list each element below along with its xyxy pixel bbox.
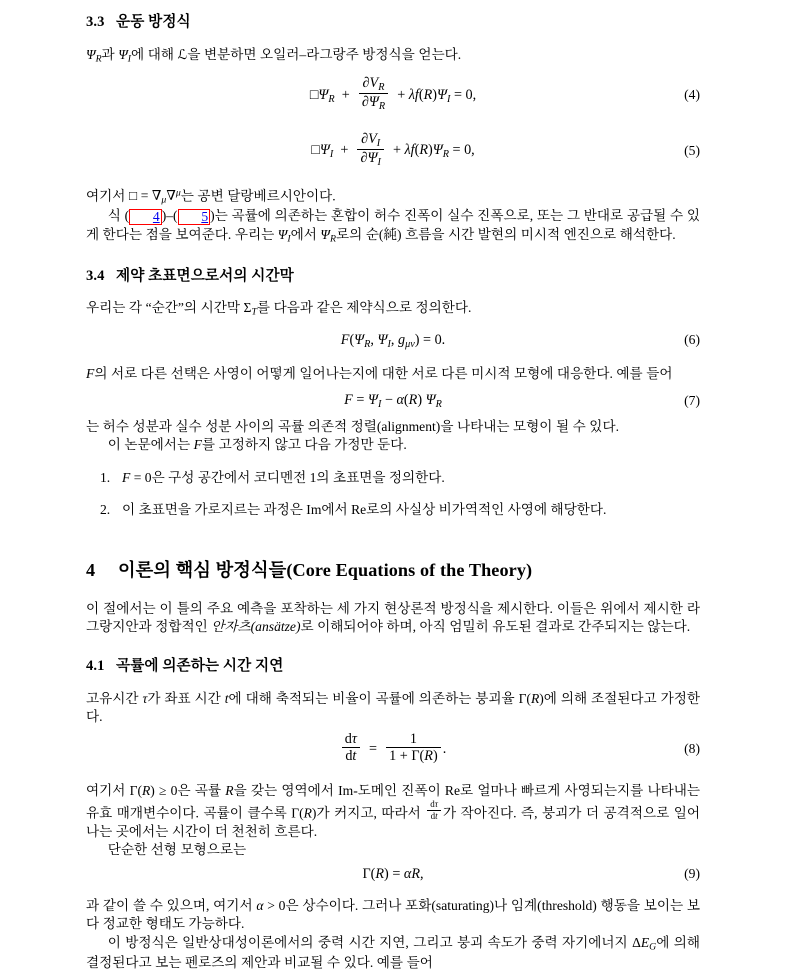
math-t: t <box>224 690 229 706</box>
math-psi-i-inline: $\Psi_I$ <box>277 226 291 245</box>
paragraph-gamma-interpretation <box>86 782 700 842</box>
math-F-inline: F <box>86 366 95 382</box>
math-delta-E-G: $\Delta E_G$ <box>632 934 657 953</box>
gamma-text-5: 가 작아진다. 즉, 붕괴가 더 공격적으로 일어나는 곳에서는 시간이 더 천천히 흐른다. <box>86 805 700 839</box>
paragraph-penrose-comparison <box>86 934 700 972</box>
list-item-text: 이 초표면을 가로지르는 과정은 Im에서 Re로의 사실상 비가역적인 사영에 해당한다. <box>122 502 607 518</box>
dalembert-lead: 여기서 <box>86 188 126 204</box>
paragraph-curvature-mixing: 식 ( 4 )–( 5 )는 곡률에 의존하는 혼합이 허수 진폭이 실수 진폭으로, 또는 그 반대로 공급될 수 있게 한다는 점을 보여준다. 우리는 $\Psi_I$에서 $\Psi_R$로의 순(純) 흐름을 시간 발현의 미시적 엔진으로 해석한다. <box>86 208 700 245</box>
math-gamma-geq-zero: Γ(R) ≥ 0 <box>129 782 178 798</box>
math-gamma-R-inline: Γ(R) <box>291 805 317 821</box>
paragraph-section4-intro: 이 절에서는 이 틀의 주요 예측을 포착하는 세 가지 현상론적 방정식을 제시한다. 이들은 위에서 제시한 라그랑지안과 정합적인 안자츠(ansätze)로 이해되어야 하며, 아직 엄밀히 유도된 결과로 간주되지는 않는다. <box>86 600 700 634</box>
math-alpha-gt-zero: α > 0 <box>256 897 286 913</box>
gamma-lead: 여기서 <box>86 782 130 798</box>
math-psi-i: $\Psi_I$ <box>118 46 132 65</box>
equation-5-row <box>86 133 700 169</box>
gamma-text-3: 을 갖는 영역에서 Im-도메인 진폭이 Re로 얼마나 빠르게 사영되는지를 나타내는 유효 매개변수이다. 곡률이 클수록 <box>86 782 701 821</box>
list-item-text: 은 구성 공간에서 코디멘전 1의 초표면을 정의한다. <box>151 469 445 485</box>
heading-number: 4 <box>86 559 96 580</box>
heading-section-3-3 <box>86 14 700 32</box>
equation-9-body: Γ(R) = αR, <box>362 865 424 882</box>
heading-text-ko: 이론의 핵심 방정식들 <box>118 559 287 580</box>
equation-8-number: (8) <box>684 741 700 757</box>
paragraph-F-choices <box>86 365 700 383</box>
heading-number: 4.1 <box>86 658 105 675</box>
math-psi-r: $\Psi_R$ <box>86 46 102 65</box>
heading-text: 제약 초표면으로서의 시간막 <box>116 267 294 284</box>
fraction-one-over-one-plus-gamma: $\frac{1}{1 + \Gamma(R)}$ <box>386 732 441 765</box>
ref-dash: – <box>166 208 174 224</box>
heading-text-en: (Core Equations of the Theory) <box>286 559 533 580</box>
fraction-dtau-dt-inline: $\frac{d\tau}{dt}$ <box>427 800 441 821</box>
emph-ansatze: 안자츠(ansätze) <box>211 619 301 634</box>
page-content <box>86 0 700 972</box>
equation-5-number: (5) <box>684 143 700 159</box>
math-lagrangian: ℒ <box>177 46 188 62</box>
mix-lead: 식 <box>107 208 125 224</box>
gamma-text-2: 은 곡률 <box>177 782 226 798</box>
math-R-inline: R <box>225 782 234 798</box>
equation-6-row <box>86 332 700 350</box>
math-F-inline-2: F <box>193 437 202 453</box>
heading-section-3-4 <box>86 268 700 286</box>
alpha-tail: 은 상수이다. 그러나 포화(saturating)나 임계(threshold) 행동을 보이는 보다 정교한 형태도 가능하다. <box>86 897 700 932</box>
equation-reference-4-link[interactable]: 4 <box>129 209 162 225</box>
heading-number: 3.3 <box>86 14 105 30</box>
penrose-tail: 에 의해 결정된다고 보는 펜로즈의 제안과 비교될 수 있다. 예를 들어 <box>86 934 700 970</box>
equation-8-row <box>86 730 700 766</box>
equation-reference-5-link[interactable]: 5 <box>178 209 211 225</box>
mix-text-3: 에서 <box>290 226 321 242</box>
math-sigma-t: $\Sigma_T$ <box>243 300 257 319</box>
equation-8-body: $\frac{d\tau}{dt}$ = $\frac{1}{1 + \Gamma(R)}$ . <box>86 733 700 766</box>
equation-9-row <box>86 866 700 883</box>
paragraph-euler-lagrange-intro: $\Psi_R$과 $\Psi_I$에 대해 ℒ을 변분하면 오일러–라그랑주 방정식을 얻는다. <box>86 46 462 65</box>
fraction-dtau-dt: $\frac{d\tau}{dt}$ <box>342 732 360 765</box>
heading-number: 3.4 <box>86 267 105 284</box>
paragraph-dalembertian <box>86 187 700 207</box>
assume-lead: 이 논문에서는 <box>107 437 194 453</box>
penrose-lead: 이 방정식은 일반상대성이론에서의 중력 시간 지연, 그리고 붕괴 속도가 중력 자기에너지 <box>107 934 633 950</box>
mix-text-4: 로의 순(純) 흐름을 시간 발현의 미시적 엔진으로 해석한다. <box>335 226 676 242</box>
paragraph-linear-model-lead: 단순한 선형 모형으로는 <box>107 842 247 858</box>
equation-7-body: $F = \Psi_I - \alpha(R)$ $\Psi_R$ <box>344 391 442 410</box>
math-psi-r-inline: $\Psi_R$ <box>320 226 336 245</box>
timefilm-tail: 를 다음과 같은 제약식으로 정의한다. <box>256 300 472 316</box>
F-choices-text: 의 서로 다른 선택은 사영이 어떻게 일어나는지에 대한 서로 다른 미시적 모형에 대응한다. 예를 들어 <box>94 366 673 382</box>
list-item <box>86 501 700 519</box>
equation-6-body: $F(\Psi_R$, $\Psi_I$, $g_{\mu\nu}) = 0$. <box>340 331 446 350</box>
equation-4-number: (4) <box>684 87 700 103</box>
heading-section-4-1 <box>86 658 700 676</box>
math-tau: τ <box>142 690 148 706</box>
alpha-lead: 과 같이 쓸 수 있으며, 여기서 <box>86 897 257 913</box>
assumptions-list <box>86 469 700 520</box>
mix-text-2: 는 곡률에 의존하는 혼합이 허수 진폭이 실수 진폭으로, 또는 그 반대로 공급될 수 있게 한다는 점을 보여준다. 우리는 <box>86 208 700 242</box>
paragraph-assumptions-lead <box>86 436 700 454</box>
list-marker: 1. <box>100 469 111 485</box>
equation-6-number: (6) <box>684 332 700 348</box>
assume-tail: 를 고정하지 않고 다음 가정만 둔다. <box>201 437 407 453</box>
equation-7-row <box>86 392 700 410</box>
heading-text: 곡률에 의존하는 시간 지연 <box>116 658 284 675</box>
math-F-equals-zero: F = 0 <box>122 469 152 485</box>
math-box-operator: □ = $\nabla_\mu\nabla^\mu$ <box>128 188 181 207</box>
heading-text: 운동 방정식 <box>116 14 191 30</box>
math-gamma-R: Γ(R) <box>518 690 544 706</box>
fraction-dV-I-dPsi-I: $\frac{\partial V_I}{\partial\Psi_I}$ <box>357 132 383 168</box>
timefilm-lead: 우리는 각 “순간”의 시간막 <box>86 300 244 316</box>
math-dtau-dt-inline <box>425 799 443 821</box>
equation-7-number: (7) <box>684 392 700 408</box>
paragraph-proper-time-rate: 고유시간 τ가 좌표 시간 t에 대해 축적되는 비율이 곡률에 의존하는 붕괴율 Γ(R)에 의해 조절된다고 가정한다. <box>86 690 700 725</box>
paragraph-alpha-constant <box>86 897 700 934</box>
gamma-text-4: 가 커지고, 따라서 <box>316 805 426 821</box>
heading-section-4 <box>86 560 700 582</box>
equation-4-body: $□\Psi_R$ + $\frac{\partial V_R}{\partial\Psi_R}$ + $\lambda f(R)\Psi_I = 0$, <box>309 75 477 113</box>
list-item <box>86 469 700 487</box>
fraction-dV-R-dPsi-R: $\frac{\partial V_R}{\partial\Psi_R}$ <box>359 76 388 112</box>
dalembert-text: 는 공변 달랑베르시안이다. <box>180 188 336 204</box>
equation-9-number: (9) <box>684 866 700 882</box>
equation-4-row <box>86 75 700 114</box>
paragraph-timefilm-definition <box>86 299 700 319</box>
list-marker: 2. <box>100 502 111 518</box>
equation-5-body: $□\Psi_I$ + $\frac{\partial V_I}{\partial\Psi_I}$ + $\lambda f(R)\Psi_R = 0$, <box>311 131 475 168</box>
paragraph-alignment-model: 는 허수 성분과 실수 성분 사이의 곡률 의존적 정렬(alignment)을 나타내는 모형이 될 수 있다. <box>86 418 619 434</box>
